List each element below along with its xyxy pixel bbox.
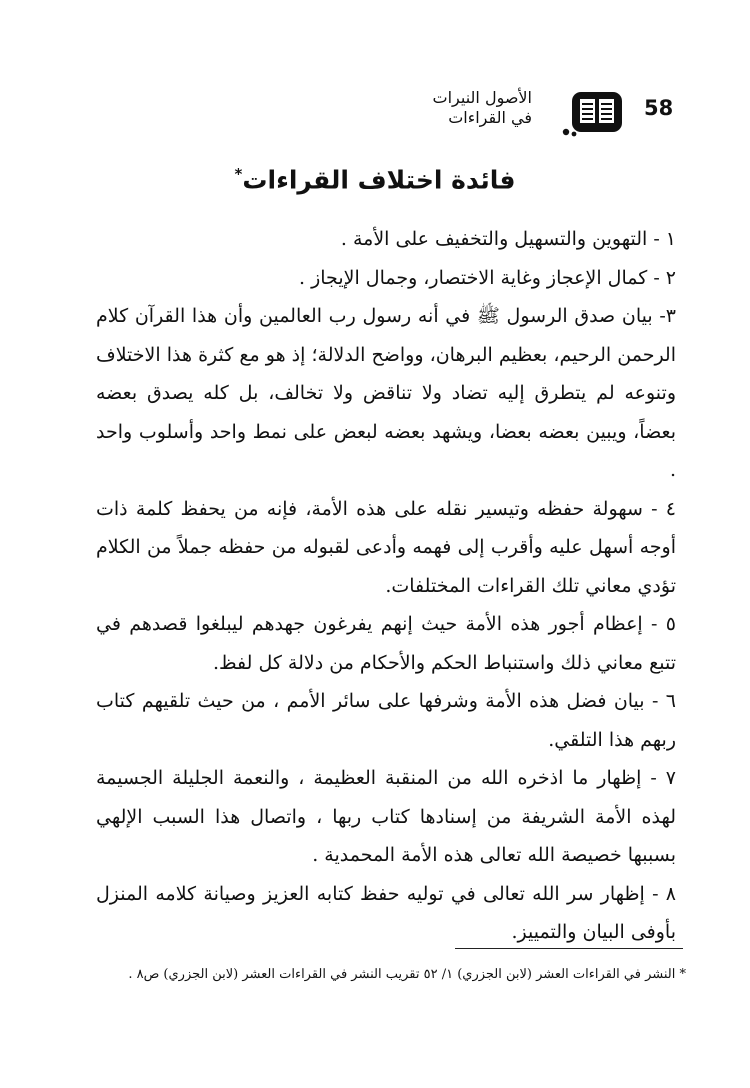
item-number: ٢ - [647, 266, 676, 289]
list-item [96, 297, 676, 490]
book-series-logo-icon [560, 86, 630, 138]
item-number: ٥ - [642, 613, 676, 635]
item-number: ٨ - [644, 882, 677, 905]
benefits-list [96, 220, 676, 952]
item-number: ١ - [647, 228, 676, 250]
item-number: ٧ - [641, 767, 677, 789]
section-title [0, 165, 750, 194]
list-item [96, 490, 676, 606]
item-text: إعظام أجور هذه الأمة حيث إنهم يفرغون جهدهم ليبلغوا قصدهم في تتبع معاني ذلك واستنباط الحكم والأحكام من دلالة كل لفظ. [96, 613, 676, 674]
footnote [96, 964, 686, 986]
list-item [96, 682, 676, 759]
book-title-line: الأصول النيرات [432, 88, 532, 107]
footnote-divider [455, 948, 683, 949]
item-text: التهوين والتسهيل والتخفيف على الأمة . [340, 228, 648, 250]
page-number: 58 [644, 96, 674, 120]
item-text: كمال الإعجاز وغاية الاختصار، وجمال الإيجاز . [299, 266, 648, 289]
book-title-line: في القراءات [448, 108, 532, 127]
footnote-reference: * [234, 165, 243, 183]
item-number: ٣- [652, 305, 676, 327]
list-item [96, 259, 676, 298]
list-item [96, 605, 676, 682]
list-item [96, 875, 676, 952]
book-title [312, 88, 532, 128]
page-header [0, 82, 750, 142]
item-text: بيان فضل هذه الأمة وشرفها على سائر الأمم ، من حيث تلقيهم كتاب ربهم هذا التلقي. [96, 690, 676, 751]
list-item [96, 220, 676, 259]
item-number: ٦ - [644, 690, 677, 712]
item-text: بيان صدق الرسول ﷺ في أنه رسول رب العالمين وأن هذا القرآن كلام الرحمن الرحيم، بعظيم البرهان، وواضح الدلالة؛ إذ هو مع كثرة هذا الاختلاف وتنوعه لم يتطرق إليه تضاد ولا تناقض ولا تخالف، بل كله يصدق بعضه بعضاً، ويبين بعضه بعضا، ويشهد بعضه لبعض على نمط واحد وأسلوب واحد . [96, 305, 676, 481]
item-text: إظهار ما اذخره الله من المنقبة العظيمة ، والنعمة الجليلة الجسيمة لهذه الأمة الشريفة من إسنادها كتاب ربها ، واتصال هذا السبب الإلهي بسببها خصيصة الله تعالى هذه الأمة المحمدية . [96, 767, 676, 866]
item-text: سهولة حفظه وتيسير نقله على هذه الأمة، فإنه من يحفظ كلمة ذات أوجه أسهل عليه وأقرب إلى فهمه وأدعى لقبوله من حفظه جملاً من الكلام تؤدي معاني تلك القراءات المختلفات. [96, 497, 676, 597]
item-text: إظهار سر الله تعالى في توليه حفظ كتابه العزيز وصيانة كلامه المنزل بأوفى البيان والتمييز. [96, 882, 676, 943]
item-number: ٤ - [642, 497, 676, 520]
section-title-text: فائدة اختلاف القراءات [242, 165, 516, 195]
footnote-text: النشر في القراءات العشر (لابن الجزري) ١/ ٥٢ تقريب النشر في القراءات العشر (لابن الجزري) ص٨ . [128, 967, 676, 982]
footnote-mark: * [679, 967, 686, 982]
list-item [96, 759, 676, 875]
